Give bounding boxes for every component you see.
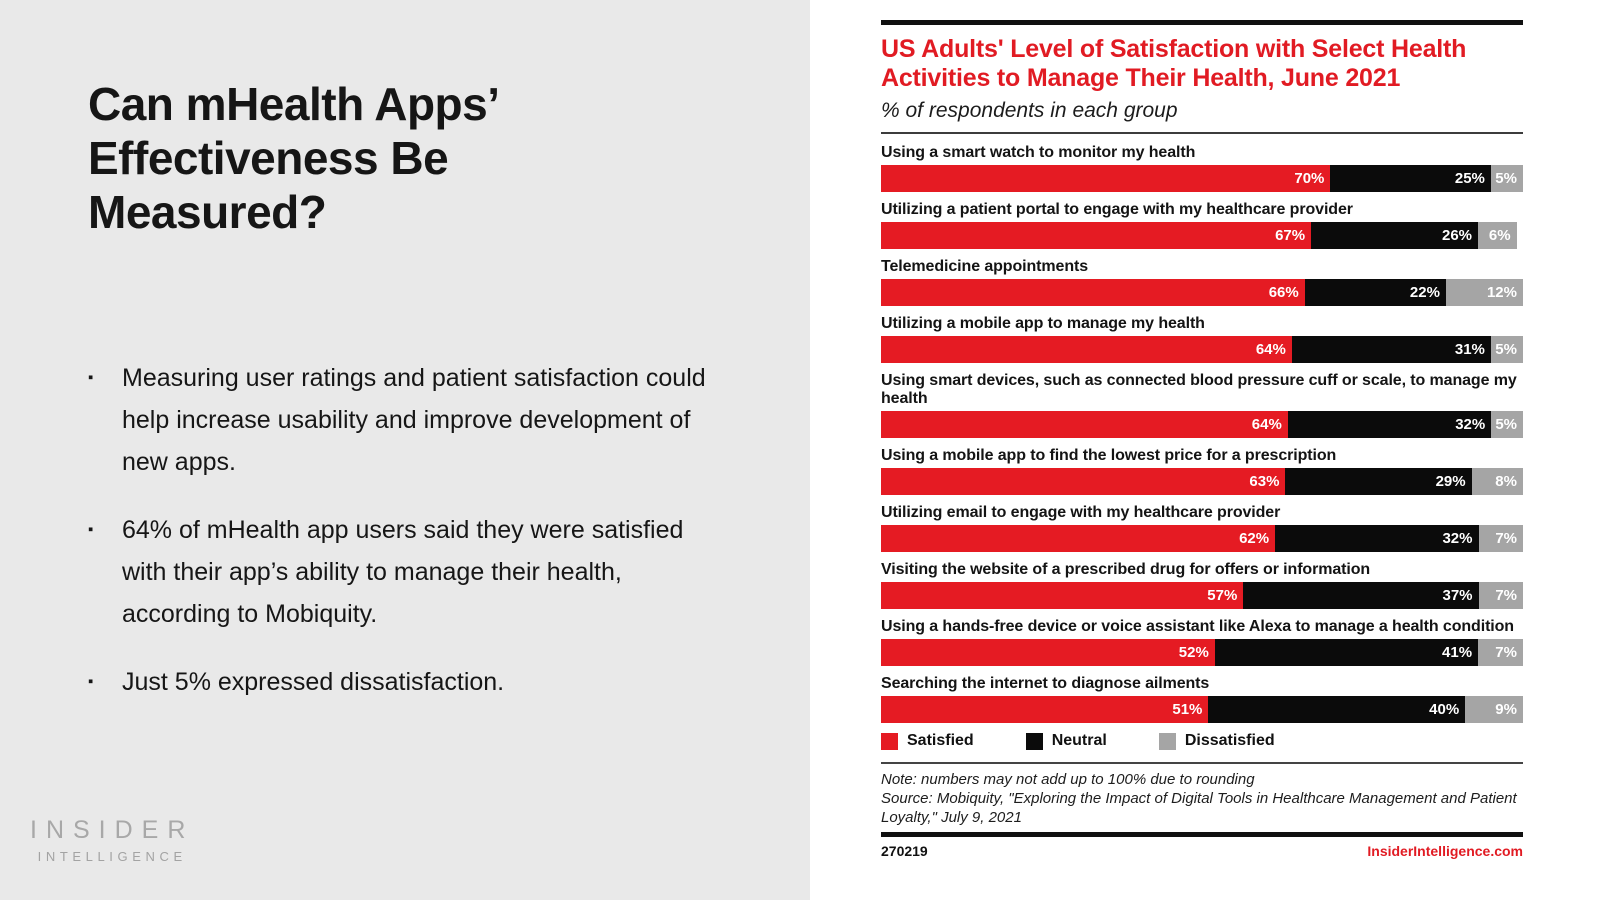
bar-segment-neutral (1288, 411, 1491, 438)
bottom-rule (881, 832, 1523, 837)
legend-item-dissatisfied (1159, 732, 1275, 750)
bar-segment-dissatisfied (1472, 468, 1523, 495)
stacked-bar (881, 336, 1523, 363)
bar-value-label: 37% (1442, 587, 1473, 604)
bar-value-label: 9% (1495, 701, 1517, 718)
bullet-text: 64% of mHealth app users said they were satisfied with their app’s ability to manage their health, according to Mobiquity. (122, 516, 684, 629)
bar-segment-dissatisfied (1478, 639, 1523, 666)
bar-segment-neutral (1208, 696, 1465, 723)
stacked-bar (881, 222, 1523, 249)
subtitle-rule (881, 132, 1523, 134)
bar-value-label: 5% (1495, 416, 1517, 433)
bar-category-label: Visiting the website of a prescribed drug for offers or information (881, 561, 1371, 578)
bar-value-label: 67% (1275, 227, 1306, 244)
stacked-bar (881, 468, 1523, 495)
bar-segment-dissatisfied (1465, 696, 1523, 723)
stacked-bar (881, 411, 1523, 438)
bullet-text: Measuring user ratings and patient satisfaction could help increase usability and improve development of new apps. (122, 364, 706, 477)
top-rule (881, 20, 1523, 25)
bar-segment-dissatisfied (1479, 582, 1524, 609)
stacked-bar-chart (881, 144, 1523, 723)
bar-segment-neutral (1311, 222, 1478, 249)
logo-text-intelligence: INTELLIGENCE (37, 849, 187, 864)
bar-value-label: 7% (1495, 587, 1518, 604)
bar-segment-neutral (1243, 582, 1478, 609)
bar-segment-satisfied (881, 411, 1288, 438)
dissatisfied-swatch-icon (1159, 733, 1176, 750)
bar-segment-neutral (1292, 336, 1491, 363)
bar-value-label: 5% (1495, 170, 1517, 187)
bar-segment-satisfied (881, 582, 1243, 609)
chart-footer (881, 843, 1523, 859)
list-item (88, 661, 708, 703)
bar-segment-dissatisfied (1478, 222, 1517, 249)
bar-value-label: 62% (1239, 530, 1270, 547)
bullet-square-icon: ▪ (88, 521, 94, 539)
bar-value-label: 32% (1442, 530, 1473, 547)
bar-category-label: Using smart devices, such as connected blood pressure cuff or scale, to manage my health (881, 372, 1517, 407)
bar-segment-dissatisfied (1491, 411, 1523, 438)
chart-title: US Adults' Level of Satisfaction with Select Health Activities to Manage Their Health, June 2021 (881, 35, 1467, 92)
chart-row (881, 315, 1523, 363)
bar-value-label: 52% (1178, 644, 1209, 661)
chart-notes (881, 770, 1523, 827)
bar-segment-dissatisfied (1491, 336, 1523, 363)
list-item (88, 357, 708, 483)
bar-segment-satisfied (881, 279, 1305, 306)
bar-value-label: 12% (1486, 284, 1517, 301)
legend-label: Dissatisfied (1184, 732, 1275, 749)
bar-segment-satisfied (881, 639, 1215, 666)
bar-segment-neutral (1330, 165, 1491, 192)
bullet-list (88, 357, 708, 703)
bar-value-label: 26% (1442, 227, 1473, 244)
bar-category-label: Using a mobile app to find the lowest price for a prescription (881, 447, 1337, 464)
chart-legend (881, 732, 1523, 750)
bar-value-label: 66% (1268, 284, 1299, 301)
bar-value-label: 8% (1495, 473, 1517, 490)
stacked-bar (881, 696, 1523, 723)
bar-value-label: 32% (1455, 416, 1486, 433)
chart-row (881, 618, 1523, 666)
chart-row (881, 504, 1523, 552)
bullet-text: Just 5% expressed dissatisfaction. (122, 668, 505, 697)
bar-value-label: 6% (1488, 227, 1511, 244)
insider-intelligence-logo (30, 816, 194, 864)
chart-id: 270219 (881, 843, 928, 859)
chart-row (881, 201, 1523, 249)
bar-segment-satisfied (881, 468, 1285, 495)
neutral-swatch-icon (1026, 733, 1043, 750)
chart-row (881, 258, 1523, 306)
bar-category-label: Utilizing a mobile app to manage my health (881, 315, 1205, 332)
bar-category-label: Using a smart watch to monitor my health (881, 144, 1196, 161)
bar-segment-dissatisfied (1479, 525, 1524, 552)
bar-segment-neutral (1285, 468, 1471, 495)
bar-value-label: 5% (1495, 341, 1517, 358)
chart-subtitle: % of respondents in each group (881, 99, 1178, 122)
list-item (88, 509, 708, 635)
bar-value-label: 63% (1249, 473, 1280, 490)
bar-segment-satisfied (881, 222, 1311, 249)
chart-row (881, 144, 1523, 192)
bullet-square-icon: ▪ (88, 369, 94, 387)
bar-value-label: 57% (1207, 587, 1238, 604)
bar-value-label: 51% (1172, 701, 1203, 718)
bar-value-label: 41% (1442, 644, 1473, 661)
bar-value-label: 40% (1429, 701, 1460, 718)
slide-title: Can mHealth Apps’ Effectiveness Be Measured? (88, 78, 497, 238)
stacked-bar (881, 582, 1523, 609)
stacked-bar (881, 165, 1523, 192)
legend-label: Neutral (1051, 732, 1107, 749)
bar-segment-satisfied (881, 336, 1292, 363)
chart-row (881, 675, 1523, 723)
bar-value-label: 64% (1255, 341, 1286, 358)
insider-intelligence-link[interactable]: InsiderIntelligence.com (1367, 843, 1523, 859)
chart-note: Note: numbers may not add up to 100% due to rounding (881, 771, 1255, 788)
bar-segment-satisfied (881, 165, 1330, 192)
bullet-square-icon: ▪ (88, 673, 94, 691)
legend-item-satisfied (881, 732, 974, 750)
bar-value-label: 25% (1454, 170, 1485, 187)
satisfied-swatch-icon (881, 733, 898, 750)
bar-segment-neutral (1215, 639, 1478, 666)
bar-segment-neutral (1305, 279, 1446, 306)
chart-panel (810, 0, 1600, 900)
bar-category-label: Utilizing a patient portal to engage with my healthcare provider (881, 201, 1353, 218)
chart-source: Source: Mobiquity, "Exploring the Impact of Digital Tools in Healthcare Management and Patient Loyalty," July 9, 2021 (881, 790, 1517, 826)
bar-value-label: 7% (1495, 644, 1517, 661)
bar-segment-dissatisfied (1446, 279, 1523, 306)
bar-value-label: 7% (1495, 530, 1517, 547)
bar-segment-satisfied (881, 696, 1208, 723)
chart-row (881, 561, 1523, 609)
stacked-bar (881, 279, 1523, 306)
chart-row (881, 372, 1523, 438)
bar-segment-neutral (1275, 525, 1478, 552)
bar-category-label: Telemedicine appointments (881, 258, 1089, 275)
bar-category-label: Searching the internet to diagnose ailments (881, 675, 1210, 692)
legend-label: Satisfied (907, 732, 974, 749)
stacked-bar (881, 525, 1523, 552)
bar-segment-satisfied (881, 525, 1275, 552)
note-rule (881, 762, 1523, 764)
chart-row (881, 447, 1523, 495)
bar-category-label: Using a hands-free device or voice assistant like Alexa to manage a health condition (881, 618, 1514, 635)
stacked-bar (881, 639, 1523, 666)
logo-text-insider: INSIDER (30, 816, 195, 844)
bar-value-label: 64% (1251, 416, 1282, 433)
bar-value-label: 22% (1409, 284, 1440, 301)
bar-value-label: 70% (1294, 170, 1325, 187)
bar-value-label: 29% (1435, 473, 1466, 490)
bar-category-label: Utilizing email to engage with my healthcare provider (881, 504, 1281, 521)
legend-item-neutral (1026, 732, 1107, 750)
bar-segment-dissatisfied (1491, 165, 1523, 192)
bar-value-label: 31% (1454, 341, 1485, 358)
